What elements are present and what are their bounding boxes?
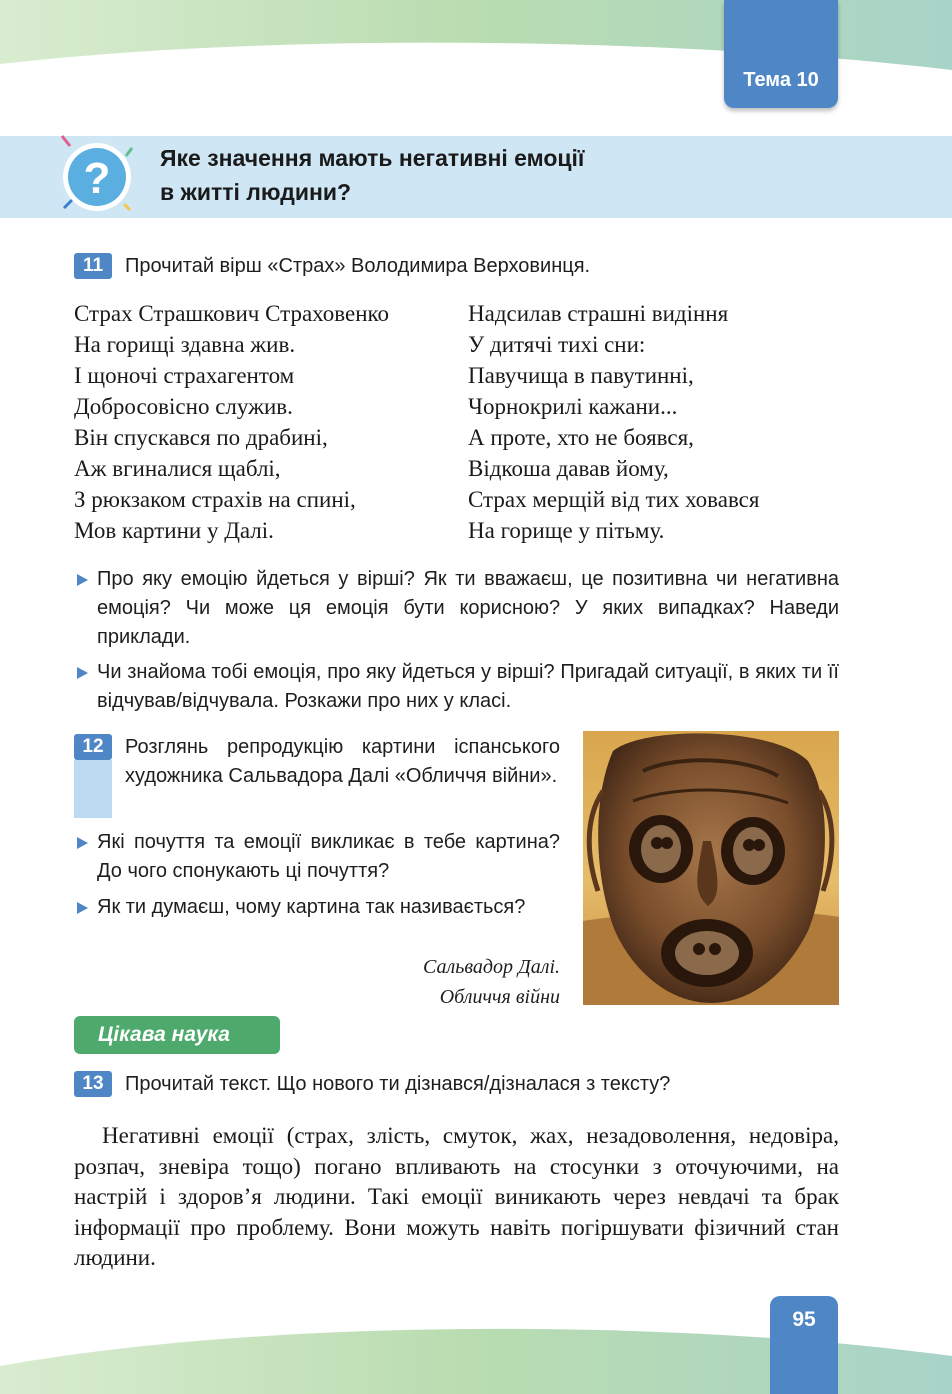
poem-line: Відкоша давав йому,	[468, 456, 669, 481]
poem-line: І щоночі страхагентом	[74, 363, 295, 388]
triangle-bullet-icon	[77, 837, 88, 849]
task-11-text: Прочитай вірш «Страх» Володимира Верховинця.	[125, 255, 591, 277]
poem-left-column	[74, 298, 389, 546]
poem-line: На горищі здавна жив.	[74, 332, 296, 357]
task-13-badge: 13	[74, 1071, 112, 1097]
question-line-1: Яке значення мають негативні емоції	[160, 145, 585, 171]
poem-line: На горище у пітьму.	[468, 518, 665, 543]
poem-line: Мов картини у Далі.	[74, 518, 274, 543]
poem-line: Аж вгиналися щаблі,	[74, 456, 281, 481]
task-12-side-strip	[74, 760, 112, 818]
poem-line: Він спускався по драбині,	[74, 425, 328, 450]
task-12-badge: 12	[74, 734, 112, 760]
question-line-2: в житті людини?	[160, 179, 352, 205]
task-12-bullet-1: Які почуття та емоції викликає в тебе картина? До чого спонукають ці почуття?	[97, 831, 560, 882]
poem-line: Чорнокрилі кажани...	[468, 394, 678, 419]
topic-tab-label: Тема 10	[743, 69, 819, 91]
topic-tab	[724, 0, 838, 108]
poem-right-column	[468, 298, 759, 546]
painting-face-of-war	[583, 731, 839, 1005]
triangle-bullet-icon	[77, 574, 88, 586]
task-12-text: Розглянь репродукцію картини іспанського художника Сальвадора Далі «Обличчя війни».	[125, 736, 560, 787]
task-12-bullet-2: Як ти думаєш, чому картина так називається?	[97, 896, 526, 918]
task-11-badge: 11	[74, 253, 112, 279]
task-13-text: Прочитай текст. Що нового ти дізнався/дізналася з тексту?	[125, 1073, 671, 1095]
poem-line: Павучища в павутинні,	[468, 363, 694, 388]
poem-line: З рюкзаком страхів на спині,	[74, 487, 356, 512]
poem-line: Надсилав страшні видіння	[468, 301, 729, 326]
science-label: Цікава наука	[74, 1016, 280, 1054]
svg-text:?: ?	[83, 154, 111, 203]
poem-line: У дитячі тихі сни:	[468, 332, 646, 357]
question-title	[160, 141, 584, 209]
triangle-bullet-icon	[77, 667, 88, 679]
poem-line: Добросовісно служив.	[74, 394, 293, 419]
page-number: 95	[770, 1296, 838, 1394]
task-11-bullet-1: Про яку емоцію йдеться у вірші? Як ти вважаєш, це позитивна чи негативна емоція? Чи може ця емоція бути корисною? У яких випадках? Наведи приклади.	[97, 568, 839, 648]
poem-line: А проте, хто не боявся,	[468, 425, 694, 450]
painting-caption-author: Сальвадор Далі.	[423, 956, 560, 978]
question-mark-icon	[54, 134, 140, 220]
poem-line: Страх мерщій від тих ховався	[468, 487, 760, 512]
painting-caption-title: Обличчя війни	[439, 986, 560, 1008]
task-13-paragraph: Негативні емоції (страх, злість, смуток, жах, незадоволення, недовіра, розпач, зневіра тощо) погано впливають на стосунки з оточуючими, на настрій і здоров’я людини. Такі емоції виникають через невдачі та брак інформації про проблему. Вони можуть навіть погіршувати фізичний стан людини.	[74, 1123, 839, 1270]
poem-line: Страх Страшкович Страховенко	[74, 301, 390, 326]
task-11-bullet-2: Чи знайома тобі емоція, про яку йдеться у вірші? Пригадай ситуації, в яких ти її відчував/відчувала. Розкажи про них у класі.	[97, 661, 839, 712]
triangle-bullet-icon	[77, 902, 88, 914]
